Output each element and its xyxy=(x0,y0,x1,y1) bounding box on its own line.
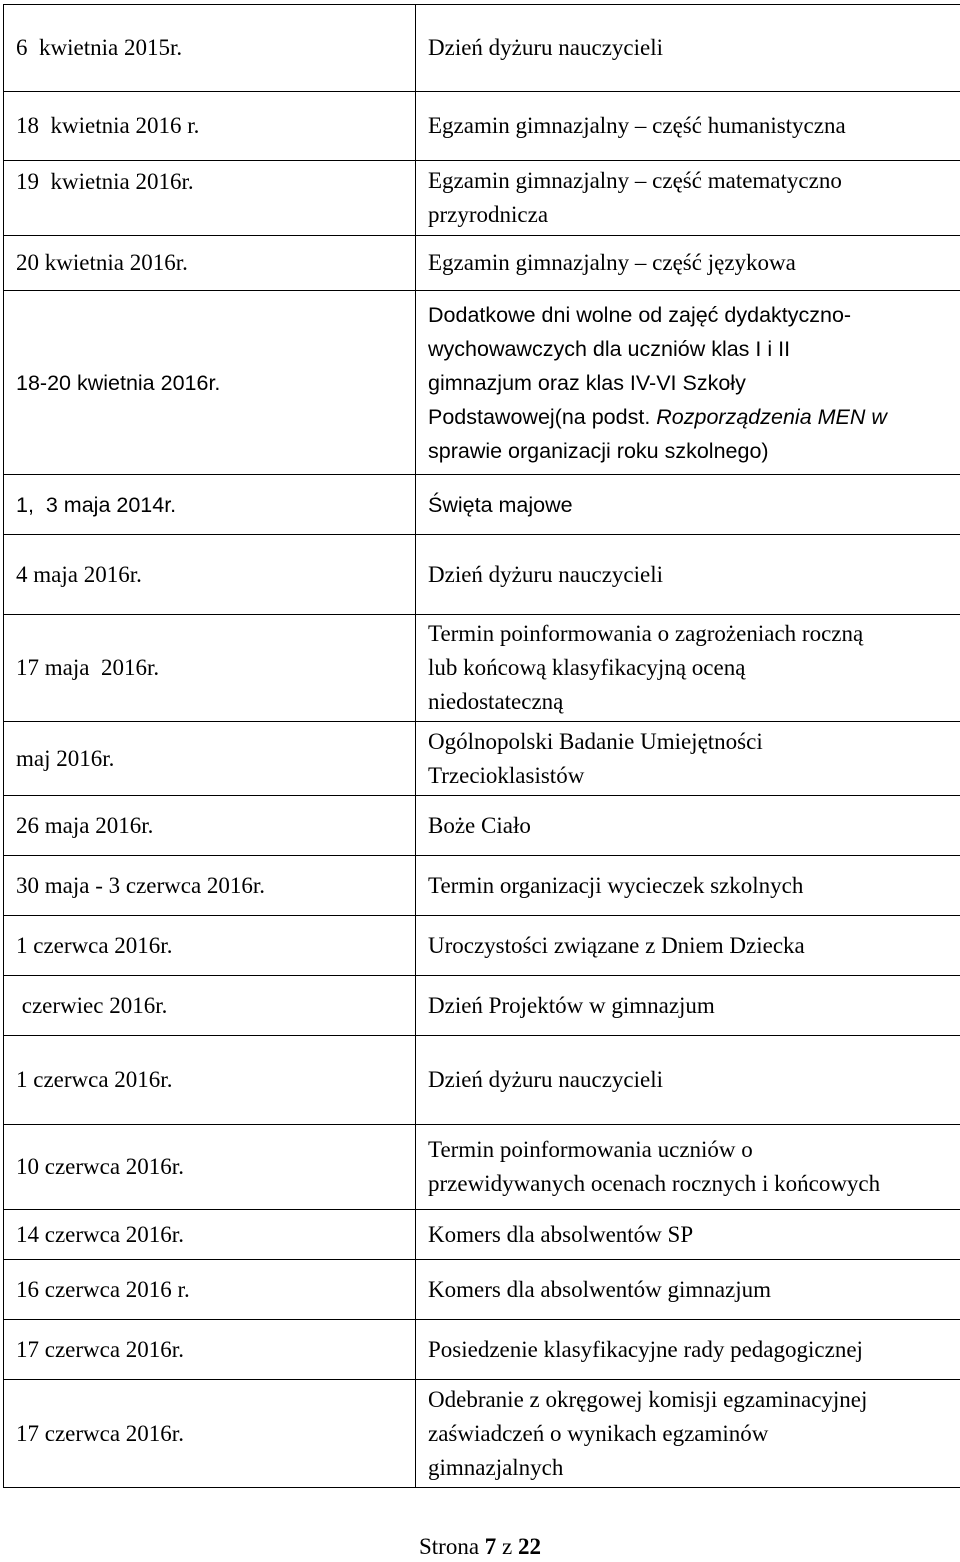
date-cell: 26 maja 2016r. xyxy=(3,796,416,855)
event-cell: Dzień dyżuru nauczycieli xyxy=(416,5,960,91)
event-cell: Dzień dyżuru nauczycieli xyxy=(416,535,960,614)
table-row xyxy=(3,1320,960,1380)
table-row xyxy=(3,1380,960,1488)
table-row xyxy=(3,1260,960,1320)
date-cell: 17 maja 2016r. xyxy=(3,615,416,721)
date-cell: 4 maja 2016r. xyxy=(3,535,416,614)
event-cell: Posiedzenie klasyfikacyjne rady pedagogicznej xyxy=(416,1320,960,1379)
event-cell: Egzamin gimnazjalny – część matematyczno przyrodnicza xyxy=(416,161,960,235)
table-row xyxy=(3,796,960,856)
event-cell: Komers dla absolwentów SP xyxy=(416,1210,960,1259)
table-row xyxy=(3,916,960,976)
event-cell: Egzamin gimnazjalny – część językowa xyxy=(416,236,960,290)
event-cell: Komers dla absolwentów gimnazjum xyxy=(416,1260,960,1319)
event-cell xyxy=(416,291,960,474)
date-cell: 20 kwietnia 2016r. xyxy=(3,236,416,290)
event-cell: Ogólnopolski Badanie Umiejętności Trzecioklasistów xyxy=(416,722,960,795)
table-row xyxy=(3,1125,960,1210)
event-cell: Termin poinformowania uczniów o przewidywanych ocenach rocznych i końcowych xyxy=(416,1125,960,1209)
date-cell: 6 kwietnia 2015r. xyxy=(3,5,416,91)
table-row xyxy=(3,291,960,475)
date-cell: czerwiec 2016r. xyxy=(3,976,416,1035)
date-cell: 14 czerwca 2016r. xyxy=(3,1210,416,1259)
current-page-number: 7 xyxy=(484,1534,497,1559)
date-cell: 1, 3 maja 2014r. xyxy=(3,475,416,534)
event-cell: Egzamin gimnazjalny – część humanistyczna xyxy=(416,92,960,160)
event-cell: Dzień dyżuru nauczycieli xyxy=(416,1036,960,1124)
total-page-count: 22 xyxy=(518,1534,542,1559)
table-row xyxy=(3,161,960,236)
date-cell: 17 czerwca 2016r. xyxy=(3,1320,416,1379)
event-cell: Termin organizacji wycieczek szkolnych xyxy=(416,856,960,915)
table-row xyxy=(3,976,960,1036)
table-row xyxy=(3,722,960,796)
table-row xyxy=(3,615,960,722)
table-row xyxy=(3,236,960,291)
event-cell: Termin poinformowania o zagrożeniach roczną lub końcową klasyfikacyjną oceną niedostateczną xyxy=(416,615,960,721)
date-cell: 17 czerwca 2016r. xyxy=(3,1380,416,1487)
date-cell: 19 kwietnia 2016r. xyxy=(3,161,416,235)
table-row xyxy=(3,1036,960,1125)
table-row xyxy=(3,475,960,535)
event-cell: Dzień Projektów w gimnazjum xyxy=(416,976,960,1035)
event-text: Dodatkowe dni wolne od zajęć dydaktyczno- wychowawczych dla uczniów klas I i II gimnazjum oraz klas IV-VI Szkoły Podstawowej(na podst. Rozporządzenia MEN w sprawie organizacji roku szkolnego) xyxy=(428,302,887,463)
event-cell: Odebranie z okręgowej komisji egzaminacyjnej zaświadczeń o wynikach egzaminów gimnazjalnych xyxy=(416,1380,960,1487)
date-cell: 1 czerwca 2016r. xyxy=(3,916,416,975)
event-cell: Święta majowe xyxy=(416,475,960,534)
table-row xyxy=(3,856,960,916)
table-row xyxy=(3,4,960,92)
table-row xyxy=(3,1210,960,1260)
date-cell: 18-20 kwietnia 2016r. xyxy=(3,291,416,474)
date-cell: 1 czerwca 2016r. xyxy=(3,1036,416,1124)
date-cell: maj 2016r. xyxy=(3,722,416,795)
table-row xyxy=(3,92,960,161)
event-cell: Uroczystości związane z Dniem Dziecka xyxy=(416,916,960,975)
table-row xyxy=(3,535,960,615)
date-cell: 10 czerwca 2016r. xyxy=(3,1125,416,1209)
date-cell: 16 czerwca 2016 r. xyxy=(3,1260,416,1319)
date-cell: 30 maja - 3 czerwca 2016r. xyxy=(3,856,416,915)
event-cell: Boże Ciało xyxy=(416,796,960,855)
page-footer: Strona 7 z 22 xyxy=(418,1534,542,1559)
date-cell: 18 kwietnia 2016 r. xyxy=(3,92,416,160)
